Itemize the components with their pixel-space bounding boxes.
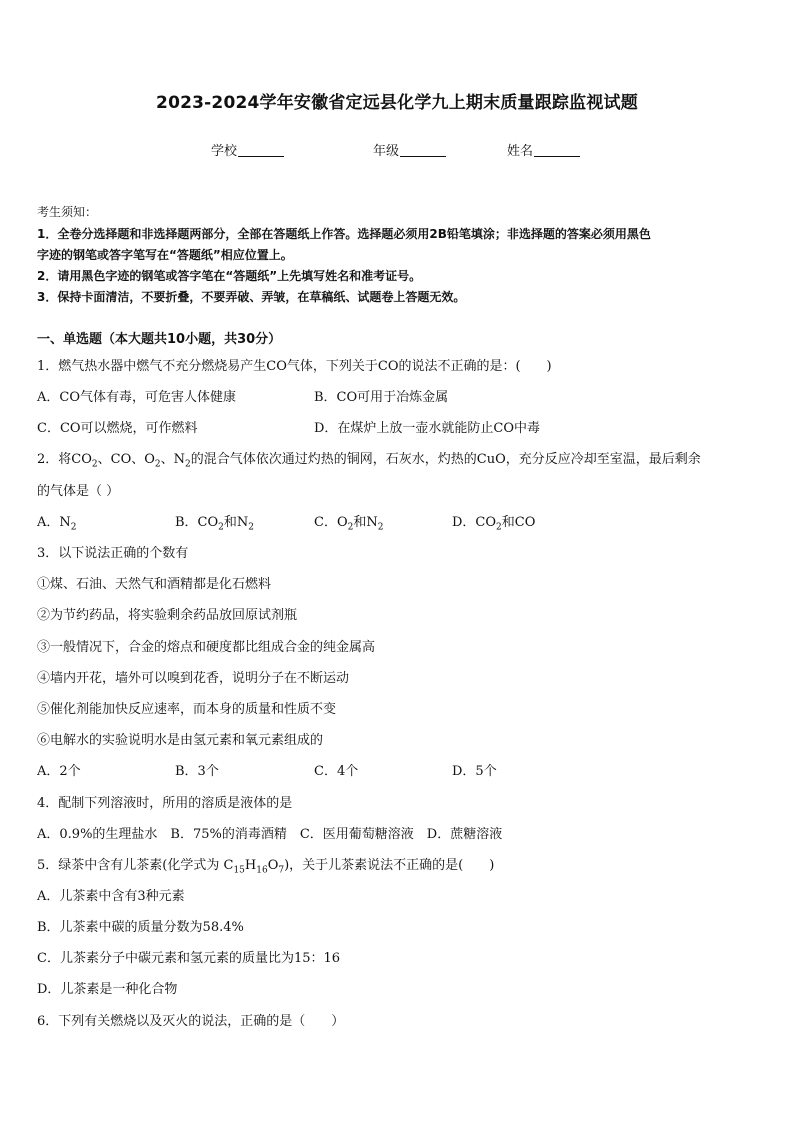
question-3-statement: ④墙内开花，墙外可以嗅到花香，说明分子在不断运动 [37,671,350,686]
notice-item: 3．保持卡面清洁，不要折叠，不要弄破、弄皱，在草稿纸、试题卷上答题无效。 [37,290,466,304]
question-3-statement: ②为节约药品，将实验剩余药品放回原试剂瓶 [37,608,298,623]
question-2-option-d: D．$CO_2$和CO [452,515,536,533]
question-2-stem: 2．将$CO_2$、CO、$O_2$、$N_2$的混合气体依次通过灼热的铜网，石灰水，灼热的CuO，充分反应冷却至室温，最后剩余 [37,452,701,470]
question-1-option-b: B．CO可用于冶炼金属 [314,390,449,405]
notice-item: 1．全卷分选择题和非选择题两部分，全部在答题纸上作答。选择题必须用2B铅笔填涂；非选择题的答案必须用黑色 [37,227,651,241]
question-4-stem: 4．配制下列溶液时，所用的溶质是液体的是 [37,796,293,811]
question-5-option-c: C．儿茶素分子中碳元素和氢元素的质量比为15：16 [37,951,341,966]
question-3-option-b: B．3个 [175,764,219,779]
grade-blank [400,143,446,157]
question-6-stem: 6．下列有关燃烧以及灭火的说法，正确的是（ ） [37,1014,345,1029]
name-label: 姓名 [507,144,534,159]
exam-notice [37,203,761,308]
question-3-stem: 3．以下说法正确的个数有 [37,546,189,561]
question-5-option-a: A．儿茶素中含有3种元素 [37,889,185,904]
notice-item: 2．请用黑色字迹的钢笔或答字笔在“答题纸”上先填写姓名和准考证号。 [37,269,422,283]
question-3-statement: ③一般情况下，合金的熔点和硬度都比组成合金的纯金属高 [37,640,376,655]
question-3-statement: ⑥电解水的实验说明水是由氢元素和氧元素组成的 [37,733,324,748]
grade-label: 年级 [373,144,400,159]
question-3-option-c: C．4个 [314,764,359,779]
question-5-stem: 5．绿茶中含有儿茶素(化学式为 $C_{15}H_{16}O_7$)，关于儿茶素说法不正确的是( ) [37,858,495,876]
question-3-option-a: A．2个 [37,764,81,779]
question-5-option-b: B．儿茶素中碳的质量分数为58.4% [37,920,244,935]
question-2-stem-line2: 的气体是（ ） [37,484,120,499]
notice-heading: 考生须知： [37,205,98,219]
notice-item: 字迹的钢笔或答字笔写在“答题纸”相应位置上。 [37,248,293,262]
section-heading: 一、单选题（本大题共10小题，共30分） [37,332,282,347]
question-4-options: A．0.9%的生理盐水 B．75%的消毒酒精 C．医用葡萄糖溶液 D．蔗糖溶液 [37,827,503,842]
question-1-option-a: A．CO气体有毒，可危害人体健康 [37,390,236,405]
question-3-option-d: D．5个 [452,764,497,779]
name-field [507,140,580,159]
question-1-option-d: D．在煤炉上放一壶水就能防止CO中毒 [314,421,541,436]
question-2-option-b: B．$CO_2$和$N_2$ [175,515,255,533]
question-1-stem: 1．燃气热水器中燃气不充分燃烧易产生CO气体，下列关于CO的说法不正确的是：( ) [37,359,552,374]
question-2-option-c: C．$O_2$和$N_2$ [314,515,384,533]
question-2-option-a: A．$N_2$ [37,515,77,533]
page-title: 2023-2024学年安徽省定远县化学九上期末质量跟踪监视试题 [156,93,638,113]
school-field [211,140,284,159]
question-3-statement: ①煤、石油、天然气和酒精都是化石燃料 [37,577,272,592]
grade-field [373,140,446,159]
question-5-option-d: D．儿茶素是一种化合物 [37,982,178,997]
name-blank [534,143,580,157]
school-label: 学校 [211,144,238,159]
question-1-option-c: C．CO可以燃烧，可作燃料 [37,421,198,436]
question-3-statement: ⑤催化剂能加快反应速率，而本身的质量和性质不变 [37,702,337,717]
school-blank [238,143,284,157]
